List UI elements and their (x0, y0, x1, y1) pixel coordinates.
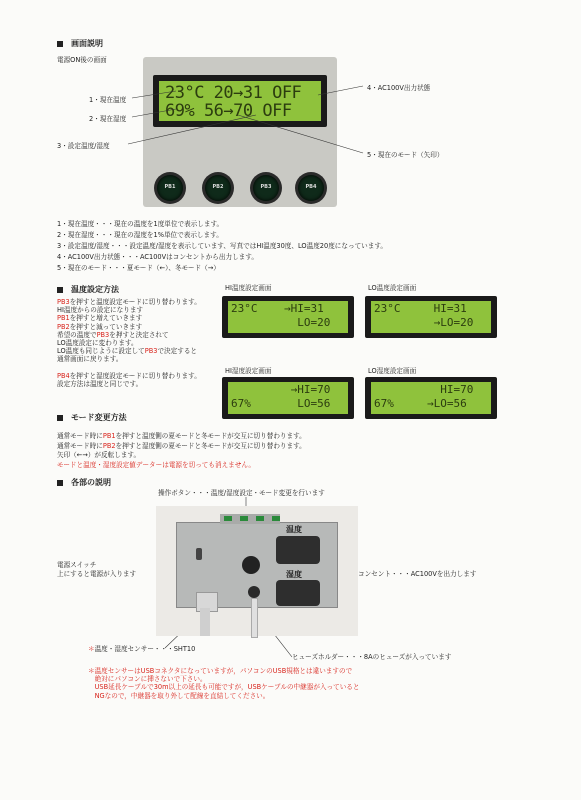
callout-ac-output: 4・AC100V出力状態 (367, 84, 431, 92)
callout-current-humid: 2・現在湿度 (89, 115, 127, 123)
power-cable (251, 598, 258, 638)
lcd-line-2: 67% →LO=56 (374, 397, 467, 410)
lcd-screen (371, 301, 491, 333)
note-line: ＊温度センサーはUSBコネクタになっていますが，パソコンのUSB規格とは違いますので (88, 667, 353, 675)
pb1-label: PB1 (164, 184, 176, 190)
lcd-line-2: 67% LO=56 (231, 397, 331, 410)
instruction-line: LO温度も同じように設定してPB3で決定すると (57, 347, 198, 356)
label-hi-humid-screen: HI湿度設定画面 (225, 367, 272, 375)
warning-line: モードと温度・湿度設定値データーは電源を切っても消えません。 (57, 460, 255, 469)
section-heading-mode-change (57, 412, 127, 423)
callout-power-switch-1: 電源スイッチ (57, 561, 97, 569)
top-button-2[interactable] (240, 516, 248, 521)
lcd-screen (371, 382, 491, 414)
label-hi-temp-screen: HI温度設定画面 (225, 284, 272, 292)
pb2-label: PB2 (212, 184, 224, 190)
instruction-line: PB1を押すと増えていきます (57, 314, 143, 323)
lcd-line-1: 23°C →HI=31 (231, 302, 324, 315)
bullet-square-icon (57, 415, 63, 421)
sensor-notes (88, 667, 359, 700)
callout-current-temp: 1・現在温度 (89, 96, 127, 104)
lcd-line-1: →HI=70 (231, 383, 331, 396)
lcd-line-2: LO=20 (231, 316, 331, 329)
note-line: 絶対にパソコンに挿さないで下さい。 (88, 675, 207, 684)
section-title: 画面説明 (71, 39, 103, 48)
instruction-line: 通常画面に戻ります。 (57, 355, 123, 364)
top-button-1[interactable] (224, 516, 232, 521)
outlet-temp (276, 525, 320, 564)
section-heading-parts (57, 477, 111, 488)
sensor-cable-gland (248, 586, 260, 598)
instruction-line: 通常モード時にPB2を押すと湿度側の夏モードと冬モードが交互に切り替わります。 (57, 441, 306, 450)
section-title: 温度設定方法 (71, 285, 119, 294)
note-line: NGなので，中継器を取り外して配線を直結してください。 (88, 691, 270, 700)
section-heading-temp-setting (57, 284, 119, 295)
desc-line: 3・設定温度/湿度・・・設定温度/湿度を表示しています、写真ではHI温度30度、LO温度20度になっています。 (57, 242, 388, 250)
lcd-line-1: 23°C 20→31 OFF (165, 83, 302, 103)
bullet-square-icon (57, 480, 63, 486)
sensor-cable (200, 608, 210, 636)
section-title: 各部の説明 (71, 478, 111, 487)
lcd-line-1: HI=70 (374, 383, 474, 396)
desc-line: 5・現在のモード・・・夏モード（←）、冬モード（→） (57, 264, 220, 272)
outlet-humid-label: 湿度 (286, 570, 302, 579)
note-line: USB延長ケーブルで30m以上の延長も可能ですが，USBケーブルの中継器が入っていると (88, 683, 360, 692)
outlet-humid (276, 570, 320, 606)
label-lo-temp-screen: LO温度設定画面 (368, 284, 417, 292)
top-button-3[interactable] (256, 516, 264, 521)
callout-current-mode: 5・現在のモード（矢印） (367, 151, 444, 159)
top-button-4[interactable] (272, 516, 280, 521)
temp-setting-instructions (57, 298, 201, 388)
label-lo-humid-screen: LO湿度設定画面 (368, 367, 417, 375)
section1-description (57, 219, 387, 274)
power-switch[interactable] (196, 548, 202, 560)
pb3-label: PB3 (260, 184, 272, 190)
enclosure-photo (156, 506, 358, 636)
instruction-line: PB3を押すと温度設定モードに切り替わります。 (57, 298, 201, 306)
desc-line: 4・AC100V出力状態・・・AC100Vはコンセントから出力します。 (57, 253, 258, 261)
mode-change-instructions (57, 432, 306, 470)
pb4-label: PB4 (305, 184, 317, 190)
callout-power-switch-2: 上にすると電源が入ります (57, 570, 137, 578)
callout-set-values: 3・設定温度/湿度 (57, 142, 110, 150)
lcd-line-2: 69% 56→70 OFF (165, 101, 292, 121)
instruction-line: PB2を押すと減っていきます (57, 322, 143, 331)
lcd-screen (228, 301, 348, 333)
desc-line: 1・現在温度・・・現在の温度を1度単位で表示します。 (57, 220, 224, 228)
callout-fuse: ヒューズホルダー・・・8Aのヒューズが入っています (292, 653, 452, 661)
section-title: モード変更方法 (71, 413, 127, 422)
lcd-lo-temp (365, 296, 497, 338)
subtitle-power-on: 電源ON後の画面 (57, 56, 107, 64)
lcd-line-1: 23°C HI=31 (374, 302, 467, 315)
instruction-line: HI温度からの設定になります (57, 306, 144, 315)
instruction-line: 通常モード時にPB1を押すと温度側の夏モードと冬モードが交互に切り替わります。 (57, 432, 306, 440)
instruction-line: 矢印（←→）が反転します。 (57, 451, 141, 459)
callout-sensor: ＊温度・湿度センサー・・・SHT10 (88, 645, 196, 653)
fuse-holder[interactable] (242, 556, 260, 574)
lcd-screen (228, 382, 348, 414)
instruction-line: LO温度設定に変わります。 (57, 339, 138, 348)
bullet-square-icon (57, 287, 63, 293)
instruction-line: 希望の温度でPB3を押すと決定されて (57, 330, 169, 339)
lcd-hi-humid (222, 377, 354, 419)
callout-outlet: コンセント・・・AC100Vを出力します (358, 570, 477, 578)
lcd-lo-humid (365, 377, 497, 419)
callout-operation-buttons: 操作ボタン・・・温度/湿度設定・モード変更を行います (158, 489, 325, 497)
instruction-line: 設定方法は温度と同じです。 (57, 379, 143, 388)
desc-line: 2・現在湿度・・・現在の湿度を1%単位で表示します。 (57, 231, 223, 239)
instruction-line: PB4を押すと湿度設定モードに切り替わります。 (57, 371, 201, 380)
lcd-line-2: →LO=20 (374, 316, 474, 329)
lcd-hi-temp (222, 296, 354, 338)
outlet-temp-label: 温度 (286, 525, 302, 534)
